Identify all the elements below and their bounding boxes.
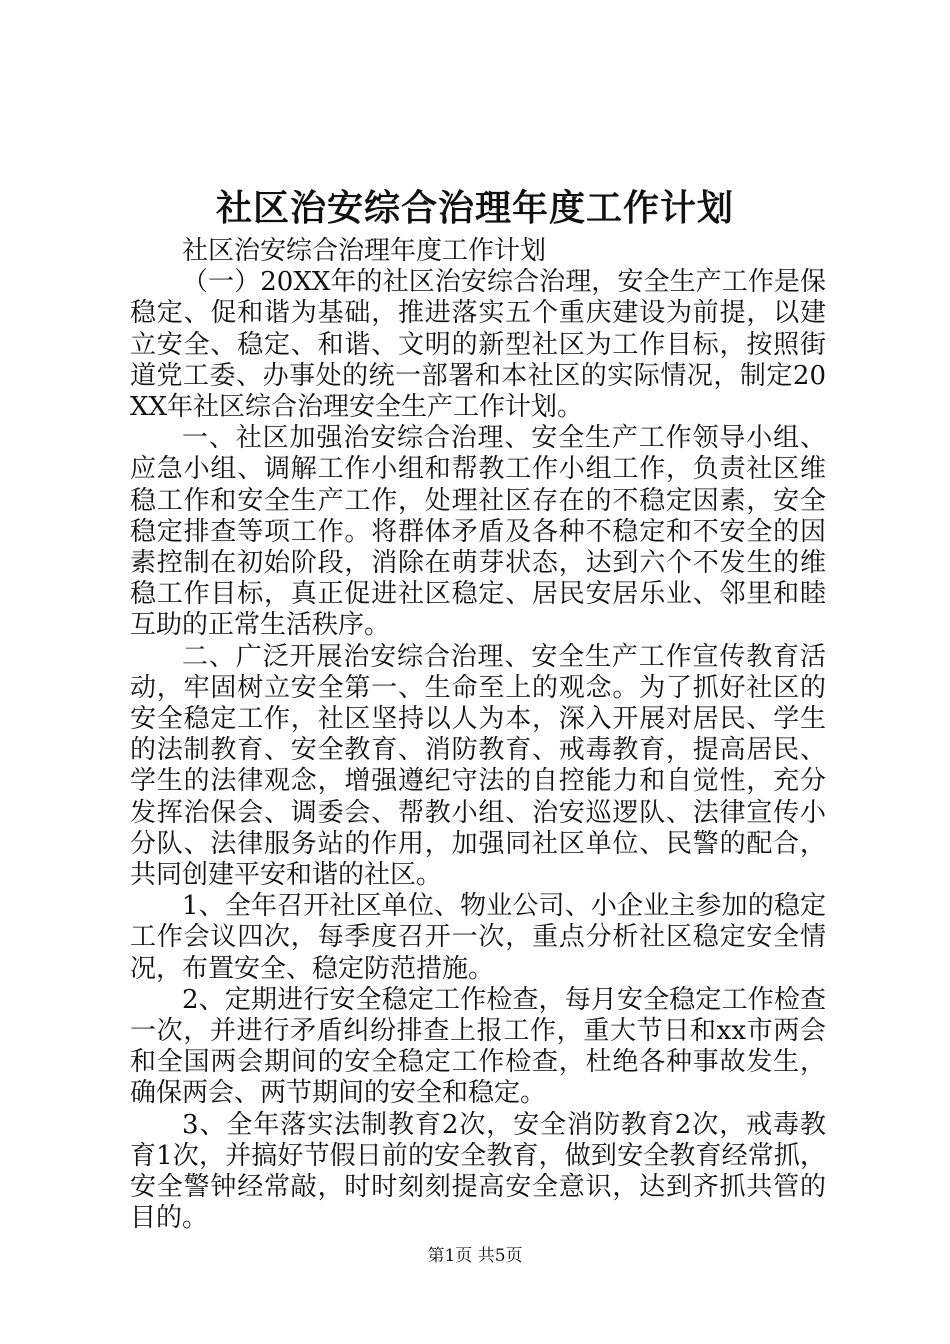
document-body bbox=[130, 236, 826, 1235]
paragraph-section-2: 二、广泛开展治安综合治理、安全生产工作宣传教育活动，牢固树立安全第一、生命至上的观念。为了抓好社区的安全稳定工作，社区坚持以人为本，深入开展对居民、学生的法制教育、安全教育、消防教育、戒毒教育，提高居民、学生的法律观念，增强遵纪守法的自控能力和自觉性，充分发挥治保会、调委会、帮教小组、治安巡逻队、法律宣传小分队、法律服务站的作用，加强同社区单位、民警的配合，共同创建平安和谐的社区。 bbox=[130, 641, 826, 891]
page-footer: 第1页 共5页 bbox=[427, 1246, 523, 1266]
paragraph-item-3: 3、全年落实法制教育2次，安全消防教育2次，戒毒教育1次，并搞好节假日前的安全教育，做到安全教育经常抓，安全警钟经常敲，时时刻刻提高安全意识，达到齐抓共管的目的。 bbox=[130, 1109, 826, 1234]
document-title: 社区治安综合治理年度工作计划 bbox=[215, 187, 734, 229]
paragraph-section-1: 一、社区加强治安综合治理、安全生产工作领导小组、应急小组、调解工作小组和帮教工作小组工作，负责社区维稳工作和安全生产工作，处理社区存在的不稳定因素，安全稳定排查等项工作。将群体矛盾及各种不稳定和不安全的因素控制在初始阶段，消除在萌芽状态，达到六个不发生的维稳工作目标，真正促进社区稳定、居民安居乐业、邻里和睦互助的正常生活秩序。 bbox=[130, 423, 826, 641]
paragraph-intro: （一）20XX年的社区治安综合治理，安全生产工作是保稳定、促和谐为基础，推进落实五个重庆建设为前提，以建立安全、稳定、和谐、文明的新型社区为工作目标，按照街道党工委、办事处的统一部署和本社区的实际情况，制定20XX年社区综合治理安全生产工作计划。 bbox=[130, 267, 826, 423]
paragraph-heading: 社区治安综合治理年度工作计划 bbox=[182, 236, 547, 266]
paragraph-item-1: 1、全年召开社区单位、物业公司、小企业主参加的稳定工作会议四次，每季度召开一次，重点分析社区稳定安全情况，布置安全、稳定防范措施。 bbox=[130, 891, 826, 984]
paragraph-item-2: 2、定期进行安全稳定工作检查，每月安全稳定工作检查一次，并进行矛盾纠纷排查上报工作，重大节日和xx市两会和全国两会期间的安全稳定工作检查，杜绝各种事故发生，确保两会、两节期间的安全和稳定。 bbox=[130, 984, 826, 1109]
